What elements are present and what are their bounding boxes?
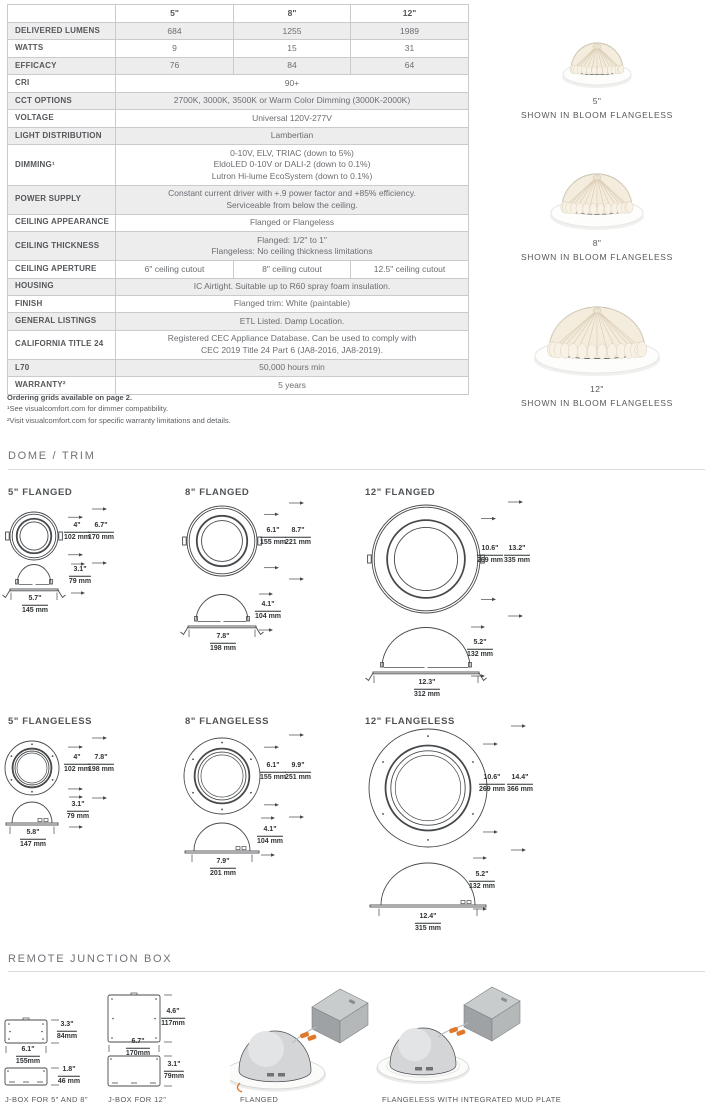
dimension-inches: 4" — [64, 754, 90, 765]
spec-col-header-5in: 5" — [116, 5, 234, 23]
dimension-mm: 221 mm — [284, 538, 312, 546]
dimension-inches: 6.7" — [126, 1038, 150, 1049]
dimension-inches: 8.7" — [285, 527, 311, 538]
dimension-inches: 3.1" — [164, 1061, 184, 1072]
variant-title: 5" FLANGELESS — [8, 716, 93, 727]
junction-box-3d-renders — [230, 975, 560, 1093]
dimension-mm: 132 mm — [466, 650, 494, 658]
spec-table — [7, 4, 469, 395]
spec-row — [8, 110, 469, 127]
dim-jbox-depth — [164, 1061, 184, 1082]
spec-cell-line: Flangeless: No ceiling thickness limitations — [211, 246, 373, 257]
spec-cell: 84 — [234, 57, 351, 74]
dim-width — [22, 595, 48, 616]
spec-row-label: CEILING APPEARANCE — [8, 214, 116, 231]
dimension-inches: 6.7" — [88, 522, 114, 533]
dimension-mm: 104 mm — [256, 837, 284, 845]
spec-row — [8, 92, 469, 109]
section-heading-dome-trim: DOME / TRIM — [8, 450, 96, 462]
dim-aperture — [477, 545, 503, 566]
spec-row-label: VOLTAGE — [8, 110, 116, 127]
dimension-mm: 46 mm — [57, 1077, 81, 1085]
dimension-mm: 312 mm — [413, 690, 441, 698]
dim-height — [255, 601, 281, 622]
product-size-label: 12" — [590, 384, 604, 394]
dimension-inches: 6.1" — [16, 1046, 40, 1057]
spec-row — [8, 232, 469, 261]
dimension-mm: 102 mm — [63, 533, 91, 541]
dim-aperture — [260, 527, 286, 548]
spec-cell-span: Flanged or Flangeless — [116, 214, 469, 231]
spec-cell-multiline — [116, 185, 469, 214]
spec-row — [8, 57, 469, 74]
dimension-inches: 9.9" — [285, 762, 311, 773]
spec-cell: 6" ceiling cutout — [116, 261, 234, 278]
spec-row-label: GENERAL LISTINGS — [8, 313, 116, 330]
dimension-inches: 5.2" — [467, 639, 493, 650]
variant-title: 5" FLANGED — [8, 487, 73, 498]
spec-cell: 15 — [234, 40, 351, 57]
spec-cell-span: 2700K, 3000K, 3500K or Warm Color Dimming (3000K-2000K) — [116, 92, 469, 109]
spec-cell-line: Serviceable from below the ceiling. — [226, 199, 358, 210]
product-image-8in-bloom-dome — [487, 138, 707, 236]
dimension-mm: 170mm — [125, 1049, 151, 1057]
dimension-inches: 10.6" — [479, 774, 505, 785]
dimension-inches: 3.1" — [69, 566, 91, 577]
dimension-mm: 147 mm — [19, 840, 47, 848]
product-size-label: 8" — [592, 238, 602, 248]
product-figure-8in — [487, 138, 707, 262]
product-size-label: 5" — [592, 96, 602, 106]
spec-row — [8, 313, 469, 330]
dim-height — [67, 801, 89, 822]
spec-header-blank — [8, 5, 116, 23]
dimension-inches: 4" — [64, 522, 90, 533]
spec-row-label: L70 — [8, 359, 116, 376]
dimension-inches: 12.4" — [415, 913, 441, 924]
spec-cell-span: Universal 120V-277V — [116, 110, 469, 127]
spec-cell: 1989 — [351, 23, 469, 40]
dimension-mm: 366 mm — [506, 785, 534, 793]
dim-height — [257, 826, 283, 847]
footnote-1: ¹See visualcomfort.com for dimmer compatibility. — [7, 404, 169, 414]
dim-height — [467, 639, 493, 660]
dimension-mm: 315 mm — [414, 924, 442, 932]
dimension-inches: 6.1" — [260, 762, 286, 773]
dim-aperture — [64, 522, 90, 543]
dimension-inches: 5.2" — [469, 871, 495, 882]
spec-row — [8, 75, 469, 92]
spec-cell: 76 — [116, 57, 234, 74]
spec-col-header-12in: 12" — [351, 5, 469, 23]
ordering-note: Ordering grids available on page 2. — [7, 393, 133, 402]
dim-overall — [88, 754, 114, 775]
spec-row — [8, 330, 469, 359]
dim-aperture — [479, 774, 505, 795]
dim-height — [69, 566, 91, 587]
dim-overall — [285, 527, 311, 548]
spec-row — [8, 278, 469, 295]
dim-overall — [504, 545, 530, 566]
spec-cell: 1255 — [234, 23, 351, 40]
dimension-mm: 198 mm — [209, 644, 237, 652]
dimension-inches: 3.3" — [57, 1021, 77, 1032]
dimension-mm: 269 mm — [476, 556, 504, 564]
variant-title: 12" FLANGED — [365, 487, 436, 498]
spec-row-label: EFFICACY — [8, 57, 116, 74]
spec-row-label: DIMMING¹ — [8, 145, 116, 185]
dimension-mm: 155 mm — [259, 773, 287, 781]
dimension-inches: 5.8" — [20, 829, 46, 840]
spec-row — [8, 185, 469, 214]
spec-row — [8, 261, 469, 278]
dim-jbox-depth — [58, 1066, 80, 1087]
dimension-inches: 4.6" — [161, 1008, 185, 1019]
dimension-mm: 79 mm — [68, 577, 92, 585]
dimension-mm: 84mm — [56, 1032, 78, 1040]
spec-row-label: WARRANTY² — [8, 377, 116, 394]
technical-drawing-12in-flanged — [365, 487, 575, 702]
jbox-drawing-12 — [108, 993, 223, 1090]
spec-cell: 31 — [351, 40, 469, 57]
dimension-mm: 145 mm — [21, 606, 49, 614]
spec-cell: 8" ceiling cutout — [234, 261, 351, 278]
spec-cell-span: 90+ — [116, 75, 469, 92]
spec-cell-multiline — [116, 232, 469, 261]
dimension-mm: 117mm — [161, 1019, 185, 1027]
dim-overall — [285, 762, 311, 783]
product-image-5in-bloom-dome — [487, 12, 707, 94]
variant-title: 8" FLANGELESS — [185, 716, 270, 727]
dimension-inches: 14.4" — [507, 774, 533, 785]
dimension-inches: 12.3" — [414, 679, 440, 690]
dimension-mm: 269 mm — [478, 785, 506, 793]
spec-cell-span: 5 years — [116, 377, 469, 394]
spec-row-label: DELIVERED LUMENS — [8, 23, 116, 40]
dim-jbox-width — [16, 1046, 40, 1067]
spec-cell-span: ETL Listed. Damp Location. — [116, 313, 469, 330]
spec-cell-line: CEC 2019 Title 24 Part 6 (JA8-2016, JA8-2019). — [201, 344, 383, 355]
spec-row-label: CRI — [8, 75, 116, 92]
spec-cell-multiline — [116, 330, 469, 359]
dim-overall — [88, 522, 114, 543]
dimension-inches: 7.9" — [210, 858, 236, 869]
spec-cell: 9 — [116, 40, 234, 57]
technical-drawing-8in-flanged — [185, 487, 360, 657]
spec-row-label: CEILING APERTURE — [8, 261, 116, 278]
spec-row-label: FINISH — [8, 295, 116, 312]
spec-row-label: HOUSING — [8, 278, 116, 295]
dim-width — [210, 858, 236, 879]
dim-overall — [507, 774, 533, 795]
section-rule — [8, 469, 705, 470]
dimension-mm: 104 mm — [254, 612, 282, 620]
dimension-inches: 10.6" — [477, 545, 503, 556]
spec-cell-line: 0-10V, ELV, TRIAC (down to 5%) — [230, 147, 354, 158]
dim-aperture — [64, 754, 90, 775]
section-heading-remote-junction-box: REMOTE JUNCTION BOX — [8, 953, 173, 965]
dim-jbox-height — [57, 1021, 77, 1042]
spec-cell-span: Lambertian — [116, 127, 469, 144]
footnotes — [7, 392, 231, 426]
render-label-flanged: FLANGED — [240, 1095, 279, 1104]
dim-jbox-height — [161, 1008, 185, 1029]
spec-row — [8, 145, 469, 185]
dim-width — [414, 679, 440, 700]
footnote-2: ²Visit visualcomfort.com for specific warranty limitations and details. — [7, 415, 231, 425]
dimension-inches: 7.8" — [88, 754, 114, 765]
dome-trim-8in-flangeless — [185, 716, 360, 886]
spec-header-row — [8, 5, 469, 23]
spec-row — [8, 295, 469, 312]
dimension-mm: 198 mm — [87, 765, 115, 773]
jbox-label-5-8: J-BOX FOR 5" AND 8" — [5, 1095, 88, 1104]
product-caption: SHOWN IN BLOOM FLANGELESS — [520, 398, 674, 408]
dome-trim-5in-flangeless — [8, 716, 183, 856]
spec-cell: 684 — [116, 23, 234, 40]
dimension-inches: 13.2" — [504, 545, 530, 556]
dimension-mm: 251 mm — [284, 773, 312, 781]
dim-jbox-width — [126, 1038, 150, 1059]
dimension-mm: 155mm — [15, 1057, 41, 1065]
spec-row-label: LIGHT DISTRIBUTION — [8, 127, 116, 144]
spec-cell-multiline — [116, 145, 469, 185]
spec-row-label: WATTS — [8, 40, 116, 57]
spec-row — [8, 23, 469, 40]
spec-col-header-8in: 8" — [234, 5, 351, 23]
spec-cell-line: Lutron Hi-lume EcoSystem (down to 0.1%) — [211, 170, 373, 181]
dimension-inches: 6.1" — [260, 527, 286, 538]
product-caption: SHOWN IN BLOOM FLANGELESS — [520, 110, 674, 120]
product-figure-12in — [487, 278, 707, 408]
product-caption: SHOWN IN BLOOM FLANGELESS — [520, 252, 674, 262]
jbox-label-12: J-BOX FOR 12" — [108, 1095, 167, 1104]
dimension-inches: 5.7" — [22, 595, 48, 606]
dim-aperture — [260, 762, 286, 783]
variant-title: 8" FLANGED — [185, 487, 250, 498]
product-image-12in-bloom-dome — [487, 278, 707, 382]
dimension-mm: 170 mm — [87, 533, 115, 541]
dimension-inches: 3.1" — [67, 801, 89, 812]
dimension-mm: 155 mm — [259, 538, 287, 546]
dimension-inches: 7.8" — [210, 633, 236, 644]
dimension-mm: 132 mm — [468, 882, 496, 890]
spec-row-label: CEILING THICKNESS — [8, 232, 116, 261]
section-rule — [8, 971, 705, 972]
dimension-inches: 4.1" — [255, 601, 281, 612]
spec-cell-line: Flanged: 1/2" to 1" — [257, 234, 327, 245]
spec-row — [8, 40, 469, 57]
spec-cell-span: Flanged trim: White (paintable) — [116, 295, 469, 312]
spec-cell: 64 — [351, 57, 469, 74]
dome-trim-12in-flanged — [365, 487, 575, 702]
spec-cell-line: Constant current driver with +.9 power factor and +85% efficiency. — [168, 188, 416, 199]
dim-width — [20, 829, 46, 850]
jbox-drawing-5-8 — [5, 1018, 115, 1090]
dimension-mm: 79mm — [163, 1072, 185, 1080]
product-figure-5in — [487, 12, 707, 120]
dome-trim-8in-flanged — [185, 487, 360, 657]
spec-row — [8, 127, 469, 144]
dome-trim-12in-flangeless — [365, 716, 580, 941]
variant-title: 12" FLANGELESS — [365, 716, 455, 727]
spec-row-label: CALIFORNIA TITLE 24 — [8, 330, 116, 359]
spec-row-label: POWER SUPPLY — [8, 185, 116, 214]
dimension-mm: 201 mm — [209, 869, 237, 877]
spec-cell-line: EldoLED 0-10V or DALI-2 (down to 0.1%) — [213, 159, 371, 170]
spec-row — [8, 359, 469, 376]
dim-width — [210, 633, 236, 654]
spec-cell-span: 50,000 hours min — [116, 359, 469, 376]
dome-trim-5in-flanged — [8, 487, 183, 622]
technical-drawing-12in-flangeless — [365, 716, 580, 941]
dimension-inches: 4.1" — [257, 826, 283, 837]
spec-row — [8, 214, 469, 231]
dimension-inches: 1.8" — [58, 1066, 80, 1077]
render-label-flangeless: FLANGELESS WITH INTEGRATED MUD PLATE — [382, 1095, 562, 1104]
spec-cell-span: IC Airtight. Suitable up to R60 spray foam insulation. — [116, 278, 469, 295]
spec-cell: 12.5" ceiling cutout — [351, 261, 469, 278]
dim-width — [415, 913, 441, 934]
dimension-mm: 79 mm — [66, 812, 90, 820]
dim-height — [469, 871, 495, 892]
dimension-mm: 335 mm — [503, 556, 531, 564]
spec-cell-line: Registered CEC Appliance Database. Can be used to comply with — [167, 333, 417, 344]
spec-row-label: CCT OPTIONS — [8, 92, 116, 109]
dimension-mm: 102 mm — [63, 765, 91, 773]
